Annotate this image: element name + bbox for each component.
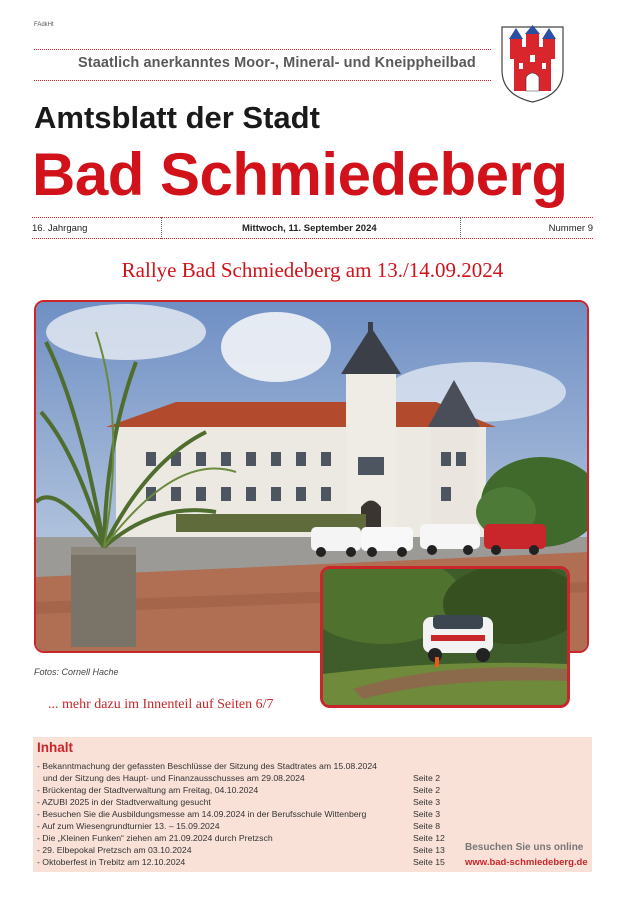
masthead-subtitle: Staatlich anerkanntes Moor-, Mineral- und Kneippheilbad xyxy=(78,55,476,71)
rally-car-photo xyxy=(320,566,570,708)
volume: 16. Jahrgang xyxy=(32,223,88,234)
table-of-contents xyxy=(33,737,592,872)
photo-credit: Fotos: Cornell Hache xyxy=(34,667,119,677)
coat-of-arms-icon xyxy=(500,25,565,103)
toc-item[interactable]: - AZUBI 2025 in der Stadtverwaltung gesucht xyxy=(37,797,211,807)
toc-item[interactable]: und der Sitzung des Haupt- und Finanzausschusses am 29.08.2024 xyxy=(43,773,305,783)
toc-item[interactable]: - 29. Elbepokal Pretzsch am 03.10.2024 xyxy=(37,845,192,855)
divider-top xyxy=(34,49,491,50)
toc-item[interactable]: - Die „Kleinen Funken“ ziehen am 21.09.2024 durch Pretzsch xyxy=(37,833,273,843)
tiny-label: FAdkHt xyxy=(34,22,54,28)
more-inside-link[interactable]: ... mehr dazu im Innenteil auf Seiten 6/7 xyxy=(48,697,274,712)
website-link[interactable]: www.bad-schmiedeberg.de xyxy=(465,857,588,868)
divider-sub xyxy=(34,80,491,81)
toc-item[interactable]: - Bekanntmachung der gefassten Beschlüsse der Sitzung des Stadtrates am 15.08.2024 xyxy=(37,761,377,771)
headline: Rallye Bad Schmiedeberg am 13./14.09.2024 xyxy=(121,258,504,282)
toc-page: Seite 8 xyxy=(413,821,441,831)
toc-page: Seite 12 xyxy=(413,833,445,843)
toc-item[interactable]: - Brückentag der Stadtverwaltung am Freitag, 04.10.2024 xyxy=(37,785,259,795)
toc-page: Seite 15 xyxy=(413,857,445,867)
issue-date: Mittwoch, 11. September 2024 xyxy=(242,223,377,234)
visit-online-label: Besuchen Sie uns online xyxy=(465,842,584,853)
toc-page: Seite 2 xyxy=(413,773,441,783)
issue-number: Nummer 9 xyxy=(548,223,593,234)
toc-title: Inhalt xyxy=(37,740,73,755)
toc-page: Seite 2 xyxy=(413,785,441,795)
title-line1: Amtsblatt der Stadt xyxy=(34,100,320,135)
toc-page: Seite 3 xyxy=(413,797,441,807)
toc-page: Seite 3 xyxy=(413,809,441,819)
title-line2: Bad Schmiedeberg xyxy=(32,141,568,208)
toc-item[interactable]: - Auf zum Wiesengrundturnier 13. – 15.09.2024 xyxy=(37,821,220,831)
toc-item[interactable]: - Besuchen Sie die Ausbildungsmesse am 14.09.2024 in der Berufsschule Wittenberg xyxy=(37,809,367,819)
info-bar xyxy=(32,217,593,239)
toc-page: Seite 13 xyxy=(413,845,445,855)
toc-item[interactable]: - Oktoberfest in Trebitz am 12.10.2024 xyxy=(37,857,186,867)
